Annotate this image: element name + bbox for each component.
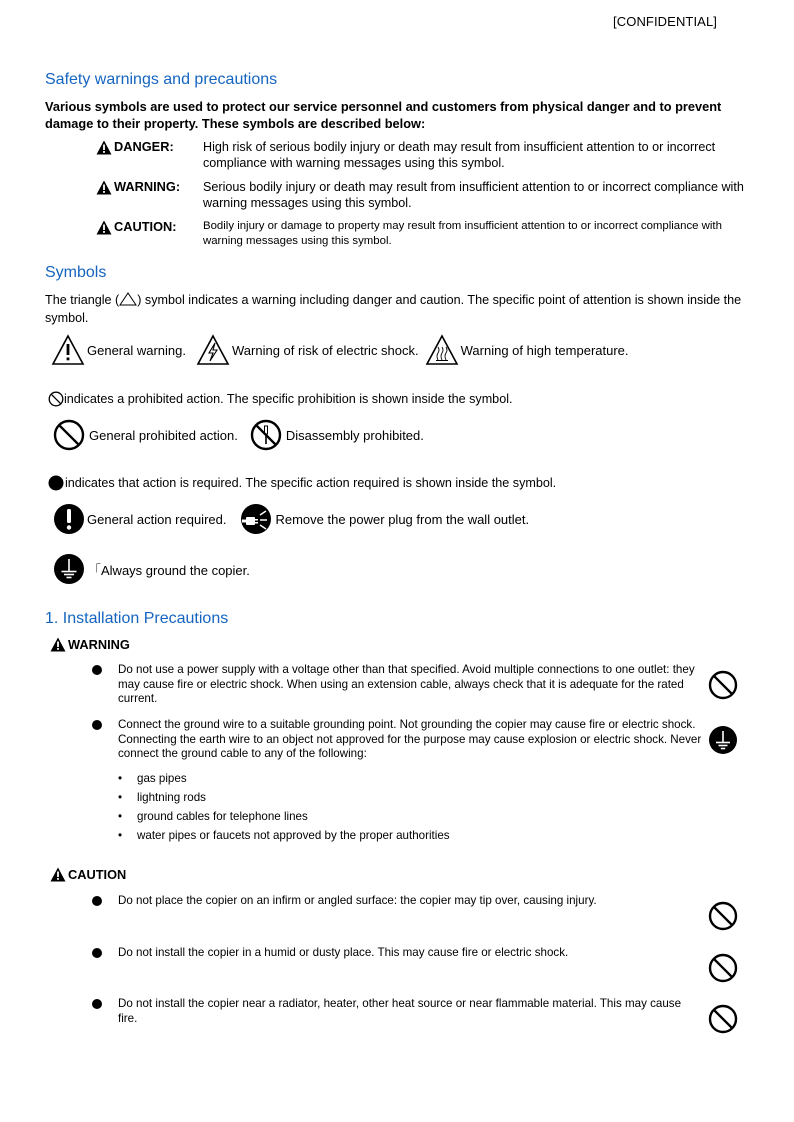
bullet xyxy=(92,720,102,730)
ground-symbol-row xyxy=(53,553,250,585)
ground-label: 「Always ground the copier. xyxy=(88,562,250,578)
warning-item-power-supply: Do not use a power supply with a voltage other than that specified. Avoid multiple connections to one outlet: they may cause fire or electric shock. When using an extension cable, always check that it is adequate for the rated current. xyxy=(92,663,702,707)
electric-shock-icon xyxy=(196,334,230,366)
symbols-heading: Symbols xyxy=(45,264,107,281)
remove-power-plug-label: Remove the power plug from the wall outlet. xyxy=(275,511,530,527)
general-action-required-label: General action required. xyxy=(87,511,227,527)
disassembly-prohibited-icon xyxy=(250,419,282,451)
triangle-description: The triangle ( ) symbol indicates a warning including danger and caution. The specific point of attention is shown inside the symbol. xyxy=(45,293,742,325)
warning-symbols-row xyxy=(51,334,629,366)
high-temperature-label: Warning of high temperature. xyxy=(460,342,629,358)
installation-warning-label: WARNING xyxy=(50,637,130,652)
electric-shock-label: Warning of risk of electric shock. xyxy=(232,342,419,358)
installation-heading: 1. Installation Precautions xyxy=(45,610,229,627)
outline-triangle-icon xyxy=(119,292,137,306)
warning-triangle-icon xyxy=(50,867,66,882)
list-item: • gas pipes xyxy=(118,772,187,785)
prohibited-icon xyxy=(708,670,738,700)
required-description: indicates that action is required. The specific action required is shown inside the symbol. xyxy=(48,474,748,492)
general-warning-label: General warning. xyxy=(87,342,186,358)
required-small-icon xyxy=(48,475,64,491)
list-item: • ground cables for telephone lines xyxy=(118,810,308,823)
list-item: • water pipes or faucets not approved by the proper authorities xyxy=(118,829,450,842)
remove-power-plug-icon xyxy=(240,503,272,535)
general-action-required-icon xyxy=(53,503,85,535)
ground-icon xyxy=(53,553,85,585)
list-item: • lightning rods xyxy=(118,791,206,804)
prohibited-description: indicates a prohibited action. The specific prohibition is shown inside the symbol. xyxy=(48,390,748,408)
confidential-label: [CONFIDENTIAL] xyxy=(613,14,717,29)
caution-item-infirm-surface: Do not place the copier on an infirm or angled surface: the copier may tip over, causing injury. xyxy=(92,894,702,909)
bullet xyxy=(92,999,102,1009)
warning-triangle-icon xyxy=(96,220,112,235)
danger-text: High risk of serious bodily injury or death may result from insufficient attention to or incorrect compliance with warning messages using this symbol. xyxy=(203,140,716,170)
bullet xyxy=(92,948,102,958)
installation-caution-label: CAUTION xyxy=(50,867,126,882)
safety-heading: Safety warnings and precautions xyxy=(45,71,278,88)
caution-item-heat-source: Do not install the copier near a radiator, heater, other heat source or near flammable material. This may cause fire. xyxy=(92,997,702,1026)
caution-item-humid-place: Do not install the copier in a humid or dusty place. This may cause fire or electric shock. xyxy=(92,946,702,961)
prohibited-icon xyxy=(708,953,738,983)
prohibited-icon xyxy=(708,1004,738,1034)
general-prohibited-icon xyxy=(53,419,85,451)
prohibited-icon xyxy=(708,901,738,931)
warning-triangle-icon xyxy=(96,180,112,195)
warning-triangle-icon xyxy=(96,140,112,155)
caution-row xyxy=(96,219,756,249)
warning-item-ground-wire: Connect the ground wire to a suitable grounding point. Not grounding the copier may cause fire or electric shock. Connecting the earth wire to an object not approved for the purpose may cause explosion or electric shock. Never connect the ground cable to any of the following: xyxy=(92,718,702,762)
danger-label: DANGER: xyxy=(96,139,203,171)
high-temperature-icon xyxy=(425,334,459,366)
prohibited-small-icon xyxy=(48,391,64,407)
warning-label: WARNING: xyxy=(96,179,203,211)
bullet xyxy=(92,665,102,675)
safety-intro: Various symbols are used to protect our service personnel and customers from physical danger and to prevent damage to their property. These symbols are described below: xyxy=(45,99,722,131)
general-warning-icon xyxy=(51,334,85,366)
bullet xyxy=(92,896,102,906)
warning-row xyxy=(96,179,756,211)
prohibited-symbols-row xyxy=(53,419,424,451)
warning-triangle-icon xyxy=(50,637,66,652)
caution-label: CAUTION: xyxy=(96,219,203,249)
caution-text: Bodily injury or damage to property may result from insufficient attention to or incorrect compliance with warning messages using this symbol. xyxy=(203,220,722,247)
disassembly-prohibited-label: Disassembly prohibited. xyxy=(285,427,424,443)
danger-row xyxy=(96,139,756,171)
general-prohibited-label: General prohibited action. xyxy=(89,427,238,443)
ground-exclusion-list xyxy=(118,769,450,845)
warning-text: Serious bodily injury or death may result from insufficient attention to or incorrect compliance with warning messages using this symbol. xyxy=(203,180,744,210)
ground-icon xyxy=(708,725,738,755)
required-symbols-row xyxy=(53,503,529,535)
